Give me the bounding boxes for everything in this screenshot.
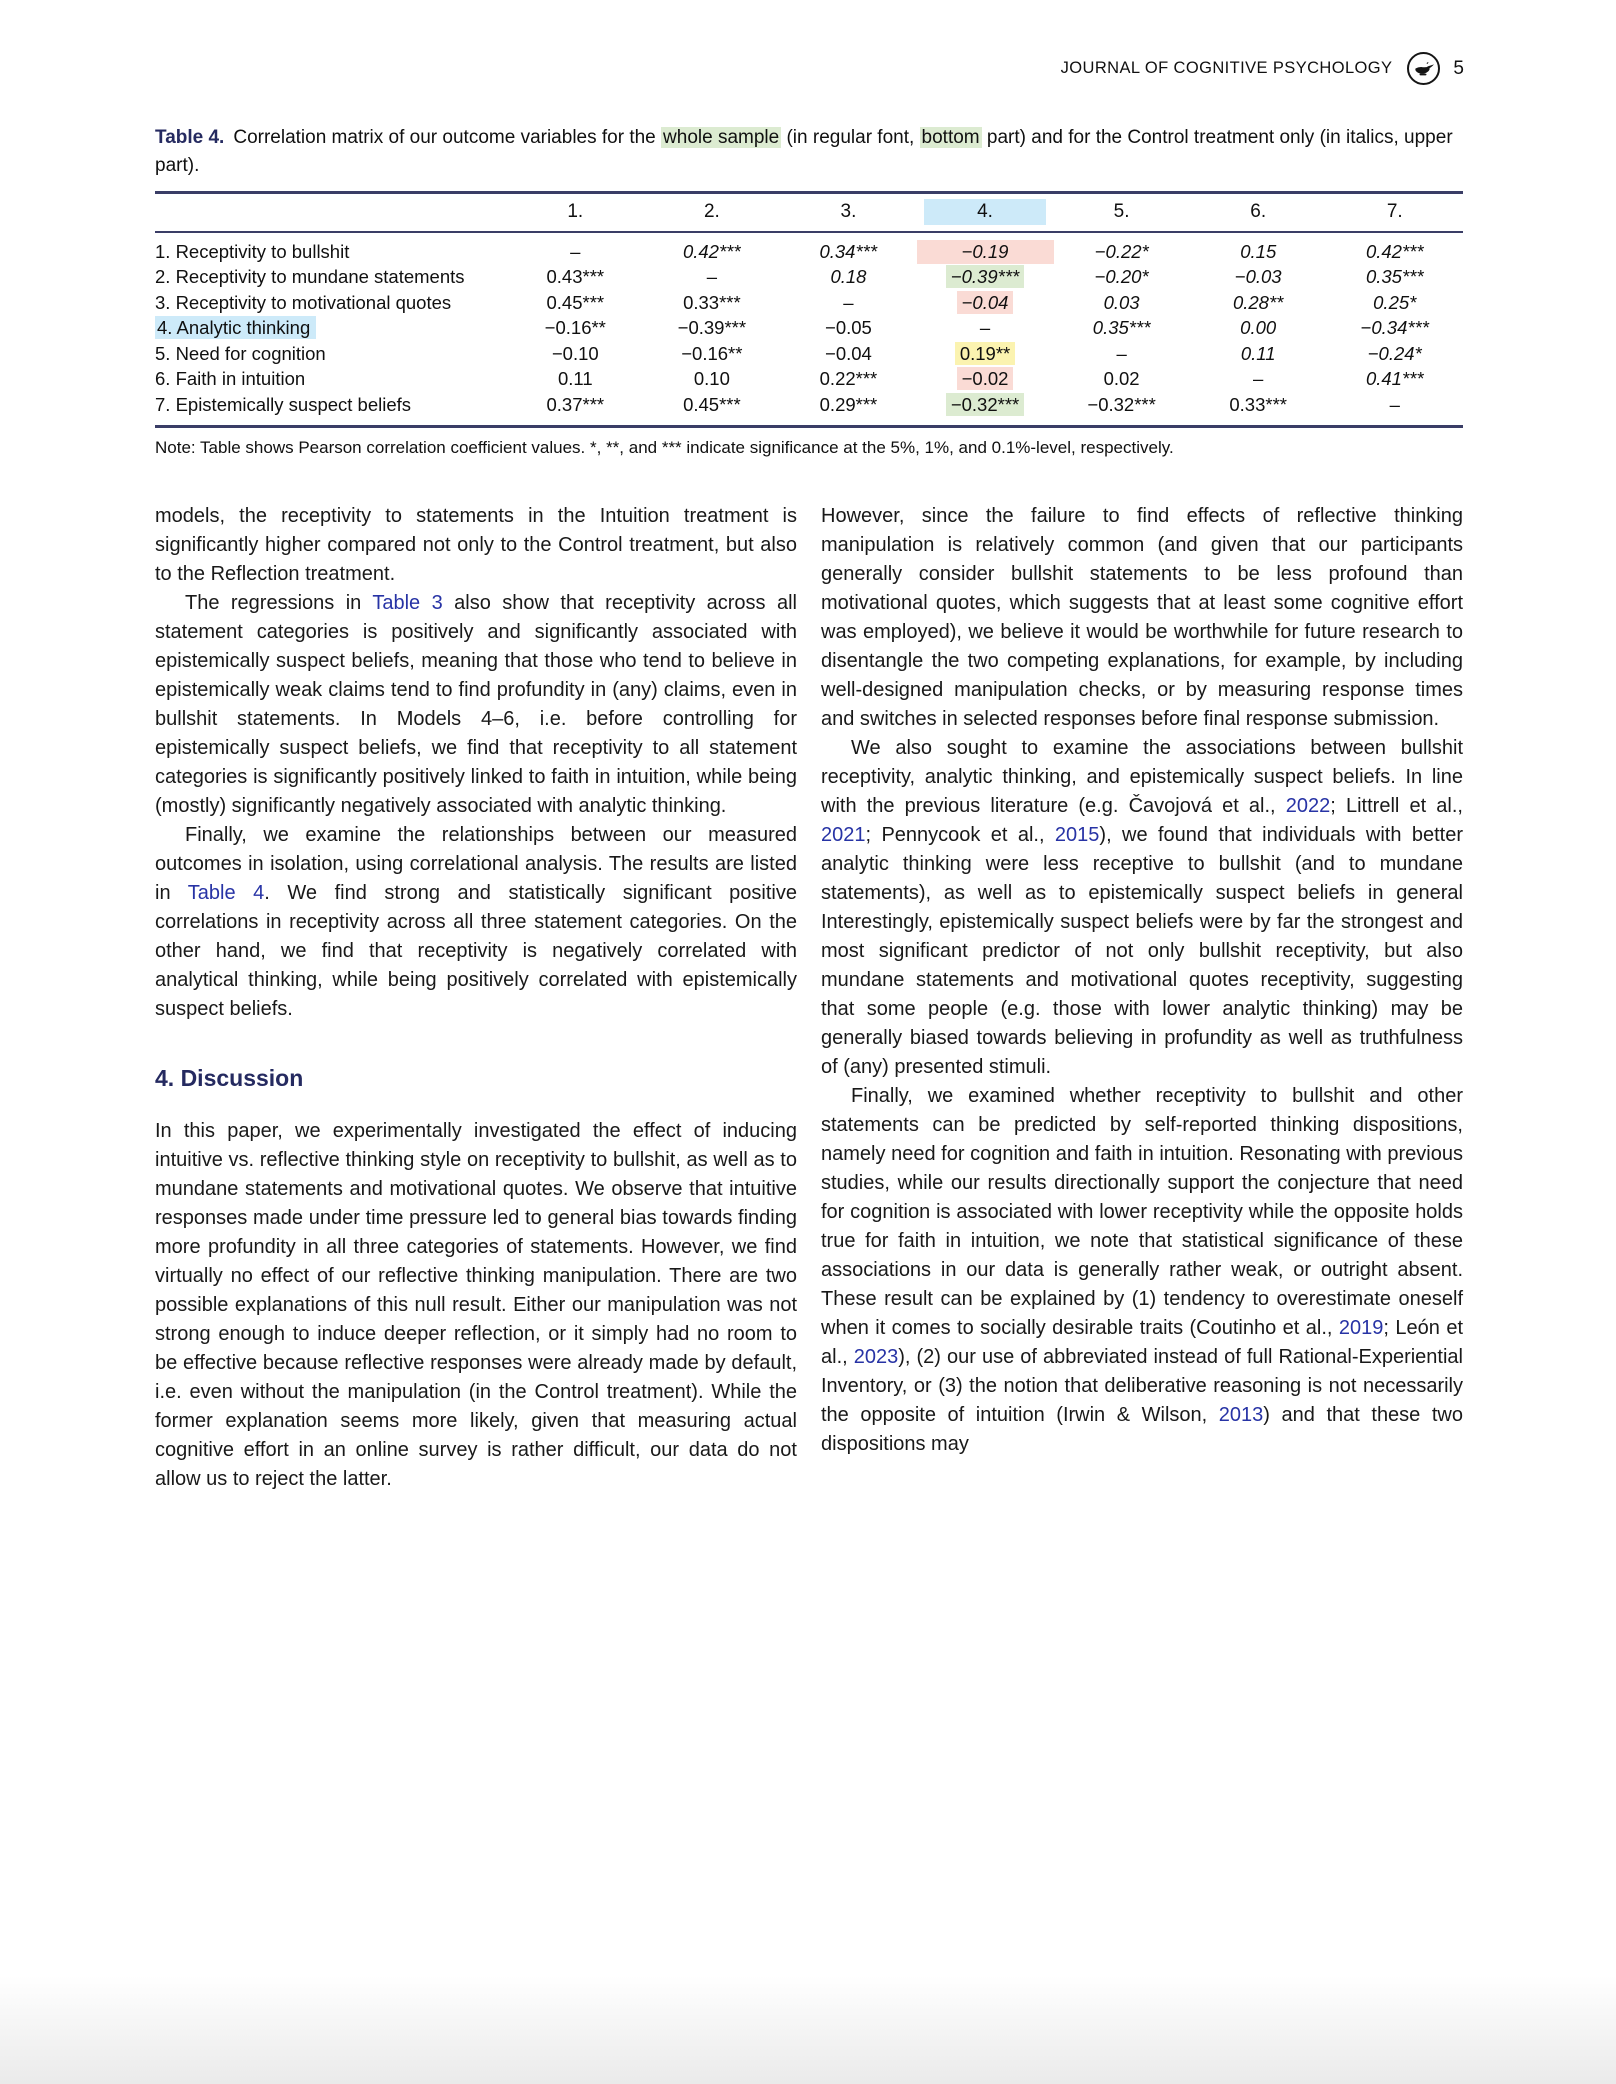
table-cell: −0.04: [825, 342, 872, 364]
table-caption-text: [155, 127, 1453, 176]
right-column: [821, 502, 1463, 1494]
table-cell: –: [979, 317, 991, 339]
table-cell: −0.16**: [681, 342, 743, 364]
table-cell: −0.20*: [1094, 266, 1149, 288]
text-run: In this paper, we experimentally investigated the effect of inducing intuitive vs. reflective thinking style on receptivity to bullshit, as well as to mundane statements and motivational quotes. We observe that intuitive responses made under time pressure led to general bias towards finding more profundity in all three categories of statements. However, we find virtually no effect of our reflective thinking manipulation. There are two possible explanations of this null result. Either our manipulation was not strong enough to induce deeper reflection, or it simply had no room to be effective because reflective responses were already made by default, i.e. even without the manipulation (in the Control treatment). While the former explanation seems more likely, given that measuring actual cognitive effort in an online survey is rather difficult, our data do not allow us to reject the latter.: [155, 1119, 797, 1490]
column-header: 1.: [567, 201, 584, 222]
table-body: [155, 233, 1463, 428]
citation-link[interactable]: 2013: [1218, 1403, 1264, 1426]
column-header: 6.: [1250, 201, 1267, 222]
table-cell: 0.42***: [1365, 240, 1424, 262]
citation-link[interactable]: 2019: [1338, 1316, 1384, 1339]
table-cell: –: [1116, 342, 1127, 364]
table-row: [155, 239, 1463, 265]
caption-highlight: bottom: [921, 127, 980, 148]
text-run: Finally, we examined whether receptivity to bullshit and other statements can be predicted by self-reported thinking dispositions, namely need for cognition and faith in intuition. Resonating with previous studies, while our results directionally support the conjecture that need for cognition is associated with lower receptivity while the opposite holds true for faith in intuition, we note that statistical significance of these associations in our data is generally rather weak, or outright absent. These result can be explained by (1) tendency to overestimate oneself when it comes to socially desirable traits (Coutinho et al.,: [821, 1084, 1463, 1339]
paragraph: [155, 589, 797, 821]
taylor-francis-lamp-icon: [1407, 52, 1440, 85]
table-cell: 0.03: [1103, 291, 1140, 313]
highlighted-row-label: 4. Analytic thinking: [155, 316, 316, 339]
table-cell: 0.19**: [917, 343, 1054, 365]
text-run: We also sought to examine the associations between bullshit receptivity, analytic thinking, and epistemically suspect beliefs. In line with the previous literature (e.g. Čavojová et al.,: [821, 736, 1463, 817]
section-heading-discussion: 4. Discussion: [155, 1064, 304, 1091]
table-cell: 0.00: [1240, 317, 1277, 339]
table-cell: 0.41***: [1365, 368, 1424, 390]
table-cell: 0.11: [1240, 342, 1276, 364]
table-cell: −0.10: [551, 342, 599, 364]
table-row: [155, 392, 1463, 418]
table-row: [155, 265, 1463, 291]
journal-name: JOURNAL OF COGNITIVE PSYCHOLOGY: [1060, 59, 1393, 77]
table-cell: 0.35***: [1092, 317, 1151, 339]
paragraph: [155, 502, 797, 589]
text-run: The regressions in: [185, 591, 373, 614]
table-cell: −0.24*: [1367, 342, 1422, 364]
text-run: part) and for the Control treatment only (in italics, upper part).: [155, 127, 1453, 176]
lamp-glyph: [1413, 61, 1435, 77]
column-header: 3.: [840, 201, 857, 222]
table-cell: 0.33***: [1229, 393, 1287, 415]
paragraph: [821, 734, 1463, 1082]
citation-link[interactable]: Table 4: [187, 881, 265, 904]
column-header: [917, 199, 1054, 225]
table-cell: –: [1389, 393, 1400, 415]
table-cell: 0.42***: [682, 240, 741, 262]
table-note: Note: Table shows Pearson correlation coefficient values. *, **, and *** indicate significance at the 5%, 1%, and 0.1%-level, respectively.: [155, 437, 1174, 457]
table-row: [155, 367, 1463, 393]
table-cell: 0.34***: [819, 240, 878, 262]
text-run: (in regular font,: [781, 127, 920, 148]
table-cell: −0.34***: [1360, 317, 1429, 339]
text-run: Finally, we examine the relationships between our measured outcomes in isolation, using correlational analysis. The results are listed in: [155, 823, 797, 904]
caption-highlight: whole sample: [663, 127, 780, 148]
table-caption-label: Table 4.: [155, 127, 225, 148]
row-label: 7. Epistemically suspect beliefs: [155, 393, 412, 415]
table-cell: −0.22*: [1094, 240, 1149, 262]
table-cell: 0.11: [557, 368, 593, 390]
running-head: [1061, 52, 1464, 85]
highlighted-column-header: 4.: [924, 199, 1047, 225]
table-cell: –: [1253, 368, 1264, 390]
text-run: . We find strong and statistically significant positive correlations in receptivity across all three statement categories. On the other hand, we find that receptivity is negatively correlated with analytical thinking, while being positively correlated with epistemically suspect beliefs.: [155, 881, 797, 1020]
table-cell: 0.10: [693, 368, 730, 390]
column-header: 7.: [1386, 201, 1403, 222]
row-label: 6. Faith in intuition: [155, 368, 306, 390]
table-cell: −0.39***: [917, 266, 1054, 288]
text-run: ), we found that individuals with better analytic thinking were less receptive to bullshit (and to mundane statements), as well as to epistemically suspect beliefs in general Interestingly, epistemically suspect beliefs were by far the strongest and most significant predictor of not only bullshit receptivity, but also mundane statements and motivational quotes receptivity, suggesting that some people (e.g. those with lower analytic thinking) may be generally biased towards believing in profundity as well as truthfulness of (any) presented stimuli.: [821, 823, 1463, 1078]
table-cell: 0.02: [1103, 368, 1140, 390]
row-label: 3. Receptivity to motivational quotes: [155, 291, 452, 313]
table-cell: 0.29***: [819, 393, 878, 415]
table-cell: 0.25*: [1373, 291, 1417, 313]
row-label: [155, 317, 507, 339]
paragraph: [821, 1082, 1463, 1459]
table-cell: −0.19: [917, 240, 1054, 264]
text-run: ; Littrell et al.,: [1330, 794, 1463, 817]
text-run: However, since the failure to find effects of reflective thinking manipulation is relatively common (and given that our participants generally consider bullshit statements to be less profound than motivational quotes, which suggests that at least some cognitive effort was employed), we believe it would be worthwhile for future research to disentangle the two competing explanations, for example, by including well-designed manipulation checks, or by measuring response times and switches in selected responses before final response submission.: [821, 504, 1463, 730]
table-row: [155, 290, 1463, 316]
text-run: ) and that these two dispositions may: [821, 1403, 1463, 1455]
table-cell: −0.16**: [544, 317, 606, 339]
paragraph: [821, 502, 1463, 734]
table-cell: 0.37***: [546, 393, 605, 415]
table-caption: [155, 124, 1463, 179]
table-cell: 0.45***: [546, 291, 605, 313]
body-columns: [155, 502, 1463, 1494]
table-cell: –: [706, 266, 718, 288]
text-run: also show that receptivity across all statement categories is positively and significantly associated with epistemically suspect beliefs, meaning that those who tend to believe in epistemically weak claims tend to find profundity in (any) claims, even in bullshit statements. In Models 4–6, i.e. before controlling for epistemically suspect beliefs, we find that receptivity to all statement categories is significantly positively linked to faith in intuition, while being (mostly) significantly negatively associated with analytic thinking.: [155, 591, 797, 817]
table-cell: −0.05: [825, 317, 872, 339]
table-cell: –: [570, 240, 581, 262]
column-header: 2.: [703, 201, 720, 222]
table-cell: −0.03: [1234, 266, 1282, 288]
paragraph: [155, 821, 797, 1024]
column-header: 5.: [1113, 201, 1130, 222]
left-column: [155, 502, 797, 1494]
table-cell: −0.39***: [677, 317, 747, 339]
table-cell: 0.22***: [819, 368, 878, 390]
table-cell: −0.04: [917, 292, 1054, 314]
text-run: Correlation matrix of our outcome variables for the: [233, 127, 662, 148]
table-cell: 0.43***: [546, 266, 605, 288]
citation-link[interactable]: 2015: [1054, 823, 1100, 846]
table-cell: –: [843, 291, 854, 313]
citation-link[interactable]: 2022: [1285, 794, 1331, 817]
page-number: 5: [1453, 57, 1464, 79]
table-row: [155, 341, 1463, 367]
table-cell: −0.32***: [1087, 393, 1156, 415]
table-cell: −0.02: [917, 368, 1054, 390]
text-run: ), (2) our use of abbreviated instead of full Rational-Experiential Inventory, or (3) the notion that deliberative reasoning is not necessarily the opposite of intuition (Irwin & Wilson,: [821, 1345, 1463, 1426]
table-row: [155, 316, 1463, 342]
text-run: ; León et al.,: [821, 1316, 1464, 1368]
text-run: models, the receptivity to statements in the Intuition treatment is significantly higher compared not only to the Control treatment, but also to the Reflection treatment.: [155, 504, 797, 585]
citation-link[interactable]: Table 3: [372, 591, 443, 614]
table-cell: −0.32***: [917, 394, 1054, 416]
citation-link[interactable]: 2021: [821, 823, 866, 846]
table-cell: 0.28**: [1232, 291, 1284, 313]
table-cell: 0.15: [1240, 240, 1277, 262]
row-label: 5. Need for cognition: [155, 342, 326, 364]
text-run: ; Pennycook et al.,: [865, 823, 1055, 846]
row-label: 1. Receptivity to bullshit: [155, 240, 350, 262]
table-cell: 0.45***: [683, 393, 741, 415]
table-header-row: [155, 191, 1463, 233]
citation-link[interactable]: 2023: [853, 1345, 899, 1368]
table-cell: 0.35***: [1365, 266, 1424, 288]
page-content: [155, 124, 1463, 1494]
table-cell: 0.33***: [683, 291, 741, 313]
page-bottom-shadow: [0, 1976, 1616, 2084]
table-cell: 0.18: [830, 266, 867, 288]
row-label: 2. Receptivity to mundane statements: [155, 266, 465, 288]
correlation-table: [155, 191, 1463, 458]
paragraph: [155, 1117, 797, 1494]
